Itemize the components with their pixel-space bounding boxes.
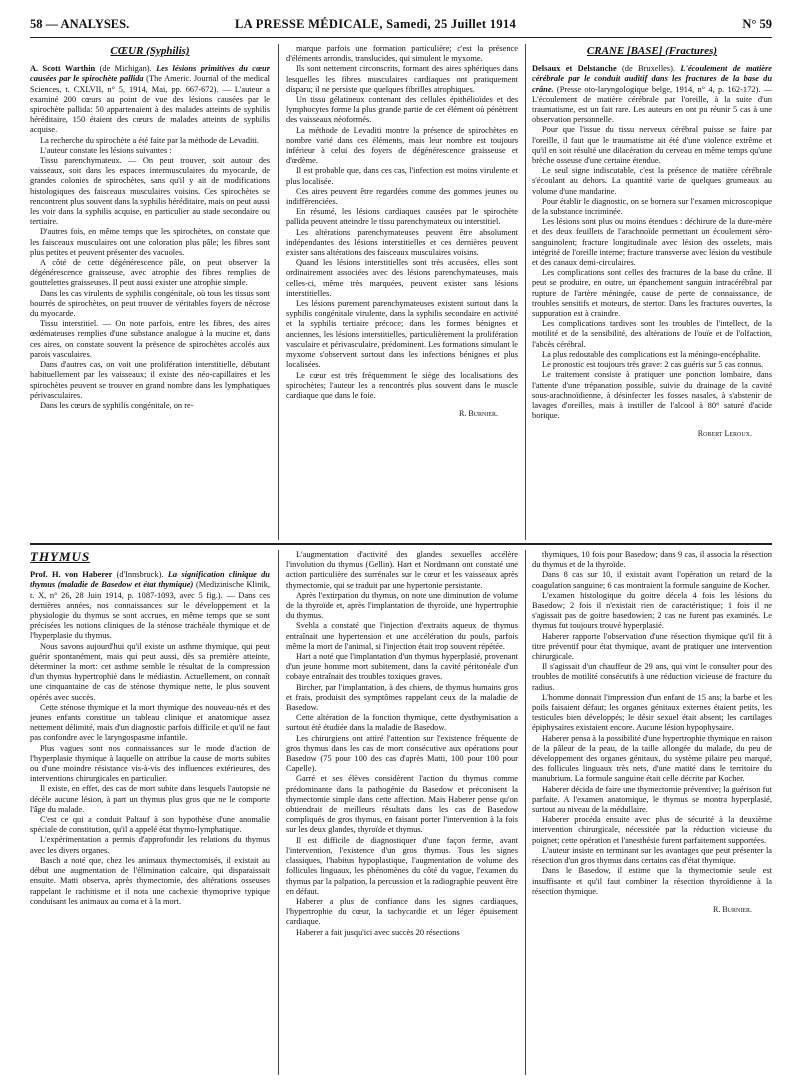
paragraph: Le seul signe indiscutable, c'est la présence de matière cérébrale s'écoulant au dehors. La quantité varie de quelques grumeaux au volume d'une mandarine.: [532, 166, 772, 196]
article-lead: [30, 64, 270, 135]
paragraph: Cette sténose thymique et la mort thymique des nouveau-nés et des jeunes enfants constitue un tableau clinique et anatomique assez nettement délimité, mais d'un diagnostic parfois difficile et qu'il ne faut pas confondre avec le laryngospasme infantile.: [30, 702, 270, 743]
paragraph: Dans d'autres cas, on voit une prolifération interstitielle, débutant habituellement par les vaisseaux; il existe des néo-capillaires et les spirochètes peuvent se trouver en grand nombre dans les lymphatiques périvasculaires.: [30, 360, 270, 400]
paragraph: En résumé, les lésions cardiaques causées par le spirochète pallida peuvent atteindre le tissu parenchymateux ou interstitiel.: [286, 207, 518, 227]
paragraph: A côté de cette dégénérescence pâle, on peut observer la dégénérescence graisseuse, avec atrophie des fibres remplies de gouttelettes graisseuses. Il peut aussi exister une atrophie simple.: [30, 258, 270, 288]
article-title: Les lésions primitives du cœur causées par le spirochète pallida: [30, 64, 270, 84]
paragraph: thymiques, 10 fois pour Basedow; dans 9 cas, il associa la résection du thymus et de la thyroïde.: [532, 550, 772, 570]
journal-title: LA PRESSE MÉDICALE, Samedi, 25 Juillet 1914: [235, 17, 516, 31]
paragraph: Les complications tardives sont les troubles de l'intellect, de la motilité et de la sensibilité, des altérations de l'ouïe et de l'olfaction, l'abcès cérébral.: [532, 319, 772, 349]
author-affiliation: (de Bruxelles).: [616, 64, 681, 74]
paragraph: L'auteur insiste en terminant sur les avantages que peut présenter la résection d'un gros thymus dans certains cas d'état thymique.: [532, 845, 772, 866]
article-source: (Medizinische Klinik, t. X, n° 26, 28 Juin 1914, p. 1087-1093, avec 5 fig.). — Dans ces dernières années, nos connaissances sur le développement et la physiologie du thymus se sont accrues, en même temps que se sont précisées les notions cliniques de la sténose trachéale thymique et de l'hyperplasie du thymus.: [30, 580, 270, 641]
article-thymus-continued: [286, 550, 518, 1075]
paragraph: Haberer pensa à la possibilité d'une hypertrophie thymique en raison de la pâleur de la peau, de la taille allongée du malade, du peu de développement des organes génitaux, du système pilaire peu marqué, des follicules linguaux très nets, d'une matité dans le territoire du manubrium. La formule sanguine était celle décrite par Kocher.: [532, 733, 772, 784]
column-rule: [525, 550, 526, 1075]
article-thymus: [30, 550, 270, 1075]
author-name: A. Scott Warthin: [30, 64, 96, 74]
paragraph: Basch a noté que, chez les animaux thymectomisés, il existait au début une augmentation de l'élimination calcaire, qui disparaissait ensuite. Matti observa, après thymectomie, des altérations osseuses rappelant le rachitisme et il nota une cachexie thymoprive typique conduisant les animaux au coma et à la mort.: [30, 855, 270, 906]
paragraph: Dans les cas virulents de syphilis congénitale, où tous les tissus sont bourrés de spirochètes, on peut trouver de véritables foyers de nécrose du myocarde.: [30, 288, 270, 319]
paragraph: Ils sont nettement circonscrits, formant des aires sphériques dans lesquelles les fibres musculaires cardiaques ont pratiquement disparu; il ne persiste que quelques fibrilles atrophiques.: [286, 64, 518, 94]
article-coeur-syphilis: [30, 44, 270, 540]
paragraph: Tissu interstitiel. — On note parfois, entre les fibres, des aires œdémateuses remplies d'une substance analogue à la mucine et, dans ces aires, on constate souvent la présence de spirochètes accolés aux parois vasculaires.: [30, 319, 270, 359]
paragraph: Pour que l'issue du tissu nerveux cérébral puisse se faire par l'oreille, il faut que le traumatisme ait été d'une violence extrême et qu'il en soit résulté une dilacération du cerveau en même temps qu'une brèche osseuse d'une certaine étendue.: [532, 125, 772, 166]
article-crane-fractures: [532, 44, 772, 540]
paragraph: Les lésions purement parenchymateuses existent surtout dans la syphilis congénitale virulente, dans la syphilis secondaire en activité et la syphilis tertiaire précoce; dans les formes bénignes et anciennes, les lésions interstitielles, particulièrement la prolifération vasculaire et périvasculaire, prédominent. Les formations simulant le myxome s'observent surtout dans les infections bénignes et plus localisées.: [286, 299, 518, 370]
paragraph: Pour établir le diagnostic, on se bornera sur l'examen microscopique de la substance incriminée.: [532, 196, 772, 217]
author-signature: R. Burnier.: [712, 904, 752, 914]
paragraph: Le pronostic est toujours très grave: 2 cas guéris sur 5 cas connus.: [542, 360, 764, 370]
page-number: 58 — ANALYSES.: [30, 17, 130, 31]
paragraph: Dans 8 cas sur 10, il existait avant l'opération un retard de la coagulation sanguine; 6 cas montraient la formule sanguine de Kocher.: [532, 570, 772, 590]
author-signature: R. Burnier.: [458, 409, 498, 419]
author-affiliation: (de Michigan).: [95, 64, 157, 74]
paragraph: Cette altération de la fonction thymique, cette dysthymisation a surtout été étudiée dans la maladie de Basedow.: [286, 713, 518, 733]
paragraph: Garré et ses élèves considèrent l'action du thymus comme prédominante dans la pathogénie du Basedow et préconisent la thymectomie simple dans cette affection. Mais Haberer pense qu'on obtiendrait de meilleurs résultats dans les cas de Basedow compliqués de gros thymus, en faisant porter l'intervention à la fois sur les deux glandes, thyroïde et thymus.: [286, 774, 518, 835]
paragraph: Bircher, par l'implantation, à des chiens, de thymus humains gros et frais, produisit des symptômes rappelant ceux de la maladie de Basedow.: [286, 682, 518, 713]
article-source: (The Americ. Journal of the medical Sciences, t. CXLVII, n° 5, 1914, Mai, pp. 667-672). — L'auteur a examiné 200 cœurs au point de vue des lésions causées par le spirochète pallida: 50 appartenaient à des malades atteints de syphilis héréditaire, 150 étaient des cœurs de malades atteints de syphilis acquise.: [30, 74, 270, 135]
article-thymus-continued-2: [532, 550, 772, 1075]
article-title: L'écoulement de matière cérébrale par le conduit auditif dans les fractures de la base du crâne.: [532, 64, 772, 94]
paragraph: Nous savons aujourd'hui qu'il existe un asthme thymique, qui peut guérir spontanément, mais qui peut aussi, dès sa première atteinte, déterminer la mort: cet asthme semble le résultat de la compression d'un thymus hypertrophié dans le médiastin. Actuellement, on connaît une cinquantaine de cas de sténose thymique nette, le plus souvent opérés avec succès.: [30, 641, 270, 702]
paragraph: Hart a noté que l'implantation d'un thymus hyperplasié, provenant d'un jeune homme mort subitement, dans la cavité péritonéale d'un cobaye entraînait des troubles toxiques graves.: [286, 652, 518, 682]
paragraph: Haberer a fait jusqu'ici avec succès 20 résections: [296, 927, 460, 937]
paragraph: D'autres fois, en même temps que les spirochètes, on constate que les faisceaux musculaires ont une coloration plus pâle; les fibres sont plus petites et peuvent présenter des vacuoles.: [30, 227, 270, 257]
paragraph: La recherche du spirochète a été faite par la méthode de Levaditi.: [40, 135, 260, 145]
paragraph: Haberer a plus de confiance dans les signes cardiaques, l'hypertrophie du cœur, la tachycardie et un léger épuisement cardiaque.: [286, 896, 518, 927]
page-header: [30, 17, 772, 37]
paragraph: La plus redoutable des complications est la méningo-encéphalite.: [542, 349, 761, 359]
author-name: Delsaux et Delstanche: [532, 64, 617, 74]
paragraph: marque parfois une formation particulière; c'est la présence d'éléments arrondis, translucides, qui simulent le myxome.: [286, 44, 518, 64]
paragraph: Les chirurgiens ont attiré l'attention sur l'existence fréquente de gros thymus dans les cas de mort consécutive aux opérations pour Basedow (75 pour 100 des cas d'après Matti, 100 pour 100 pour Capelle).: [286, 733, 518, 774]
paragraph: Après l'extirpation du thymus, on note une diminution de volume de la thyroïde et, après l'implantation de thyroïde, une hypertrophie du thymus.: [286, 590, 518, 621]
column-rule: [278, 550, 279, 1075]
column-rule: [278, 44, 279, 540]
paragraph: Il existe, en effet, des cas de mort subite dans lesquels l'autopsie ne décèle aucune lésion, à part un thymus plus gros que ne le comporte l'âge du malade.: [30, 784, 270, 814]
paragraph: Il s'agissait d'un chauffeur de 29 ans, qui vint le consulter pour des troubles de motilité consécutifs à une réduction vicieuse de fracture du radius.: [532, 662, 772, 692]
paragraph: Tissu parenchymateux. — On peut trouver, soit autour des vaisseaux, soit dans les espaces intermusculaires du myocarde, de grandes colonies de spirochètes, sans qu'il y ait de modifications histologiques des faisceaux musculaires voisins. Ces spirochètes se rencontrent plus souvent dans la syphilis héréditaire, mais on peut aussi les voir dans la syphilis acquise, en particulier au stade secondaire ou tertiaire.: [30, 156, 270, 227]
article-coeur-continued: [286, 44, 518, 540]
author-name: Prof. H. von Haberer: [30, 570, 113, 580]
article-title: La signification clinique du thymus (maladie de Basedow et état thymique): [30, 570, 270, 590]
article-lead: [532, 64, 772, 125]
author-signature: Robert Leroux.: [697, 429, 752, 439]
paragraph: C'est ce qui a conduit Paltauf à son hypothèse d'une anomalie spéciale de constitution, qu'il a appelé état thymo-lymphatique.: [30, 815, 270, 835]
paragraph: L'homme donnait l'impression d'un enfant de 15 ans; la barbe et les poils faisaient défaut; les organes génitaux externes étaient petits, les testicules bien développés; le désir sexuel était absent; les cartilages épiphysaires existaient encore. Aucune lésion hypophysaire.: [532, 692, 772, 733]
paragraph: L'auteur constate les lésions suivantes :: [40, 145, 172, 155]
paragraph: Les altérations parenchymateuses peuvent être absolument indépendantes des lésions interstitielles et ces dernières peuvent exister sans altérations des faisceaux musculaires voisins.: [286, 227, 518, 258]
paragraph: Dans le Basedow, il estime que la thymectomie seule est insuffisante et qu'il faut combiner la résection thyroïdienne à la résection thymique.: [532, 866, 772, 896]
paragraph: Quand les lésions interstitielles sont très accusées, elles sont ordinairement associées avec des lésions parenchymateuses, mais celles-ci, même très marquées, peuvent exister sans lésions interstitielles.: [286, 258, 518, 298]
author-affiliation: (d'Innsbruck).: [112, 570, 168, 580]
paragraph: Dans les cœurs de syphilis congénitale, on re-: [40, 400, 194, 410]
paragraph: Le traitement consiste à pratiquer une ponction lombaire, dans l'attente d'une trépanation possible, suivie du drainage de la cavité sous-arachnoïdienne, à désinfecter les fosses nasales, à s'abstenir de lavages d'oreilles, mais à instiller de l'alcool à 80° saturé d'acide borique.: [532, 370, 772, 421]
paragraph: Un tissu gélatineux contenant des cellules épithélioïdes et des lymphocytes forme la plus grande partie de cet élément où pénètrent des vaisseaux néoformés.: [286, 95, 518, 125]
article-lead: [30, 570, 270, 641]
section-title: CRANE [BASE] (Fractures): [586, 45, 718, 57]
column-rule: [525, 44, 526, 540]
paragraph: L'augmentation d'activité des glandes sexuelles accélère l'involution du thymus (Gellin). Hart et Nordmann ont constaté une action particulière des surrénales sur le cœur et les vaisseaux après thymectomie, qui se traduit par une hypertonie persistante.: [286, 550, 518, 590]
header-rule: [30, 37, 772, 38]
paragraph: L'expérimentation a permis d'approfondir les relations du thymus avec les divers organes.: [30, 835, 270, 855]
paragraph: Svehla a constaté que l'injection d'extraits aqueux de thymus entraînait une hypertension et une accélération du pouls, parfois même la mort de l'animal, si l'injection était trop souvent répétée.: [286, 621, 518, 651]
section-title: THYMUS: [30, 550, 91, 564]
paragraph: Les complications sont celles des fractures de la base du crâne. Il peut se produire, en outre, un épanchement sanguin intracérébral par rupture de l'artère méningée, cause de perte de connaissance, de troubles sensitifs et moteurs, de stertor. Dans les fractures ouvertes, la suppuration est à craindre.: [532, 268, 772, 319]
section-rule: [30, 543, 772, 545]
article-source: (Presse oto-laryngologique belge, 1914, n° 4, p. 162-172). — L'écoulement de matière cérébrale par l'oreille, à la suite d'un traumatisme, est un fait rare. Les auteurs en ont pu réunir 5 cas à une observation personnelle.: [532, 84, 772, 125]
paragraph: Plus vagues sont nos connaissances sur le mode d'action de l'hyperplasie thymique à laquelle on attribue la cause de morts subites ou d'une moindre résistance vis-à-vis des influences extérieures, des interventions chirurgicales en particulier.: [30, 743, 270, 784]
paragraph: La méthode de Levaditi montre la présence de spirochètes en nombre varié dans ces éléments, mais leur nombre est toujours inférieur à celui des foyers de dégénérescence graisseuse et d'œdème.: [286, 125, 518, 166]
paragraph: Haberer rapporte l'observation d'une résection thymique qu'il fit à titre préventif pour état thymique, avant de pratiquer une intervention chirurgicale.: [532, 631, 772, 662]
paragraph: Haberer procéda ensuite avec plus de sécurité à la deuxième intervention chirurgicale, nécessitée par la réduction vicieuse du poignet; cette opération et l'anesthésie furent parfaitement supportées.: [532, 815, 772, 845]
section-title: CŒUR (Syphilis): [110, 45, 190, 57]
paragraph: Il est probable que, dans ces cas, l'infection est moins virulente et plus localisée.: [286, 166, 518, 186]
paragraph: Ces aires peuvent être regardées comme des gommes jeunes ou indifférenciées.: [286, 186, 518, 207]
paragraph: Il est difficile de diagnostiquer d'une façon ferme, avant l'intervention, l'existence d'un gros thymus. Tous les signes classiques, l'habitus hypoplastique, l'augmentation de volume des follicules linguaux, les phénomènes du côté du vague, l'examen du thymus par la palpation, la percussion et la radiographie peuvent être en défaut.: [286, 835, 518, 896]
paragraph: Les lésions sont plus ou moins étendues : déchirure de la dure-mère et des deux feuillets de l'arachnoïde permettant un écoulement séro-sanguinolent; fracture longitudinale avec lésion des osselets, mais intégrité de l'oreille interne; fracture transverse avec lésion du vestibule et des canaux demi-circulaires.: [532, 217, 772, 268]
paragraph: Le cœur est très fréquemment le siège des localisations des spirochètes; l'auteur les a rencontrés plus souvent dans le muscle cardiaque que dans le foie.: [286, 370, 518, 400]
paragraph: L'examen histologique du goitre décela 4 fois les lésions du Basedow; 2 fois il n'existait rien de caractéristique; 1 fois il ne s'agissait pas de goitre basedowien; 2 cas ne furent pas examinés. Le thymus fut toujours trouvé hyperplasié.: [532, 590, 772, 631]
issue-number: N° 59: [742, 17, 772, 31]
paragraph: Haberer décida de faire une thymectomie préventive; la guérison fut parfaite. A l'examen anatomique, le thymus se montra hyperplasié, surtout au niveau de la médullaire.: [532, 784, 772, 815]
